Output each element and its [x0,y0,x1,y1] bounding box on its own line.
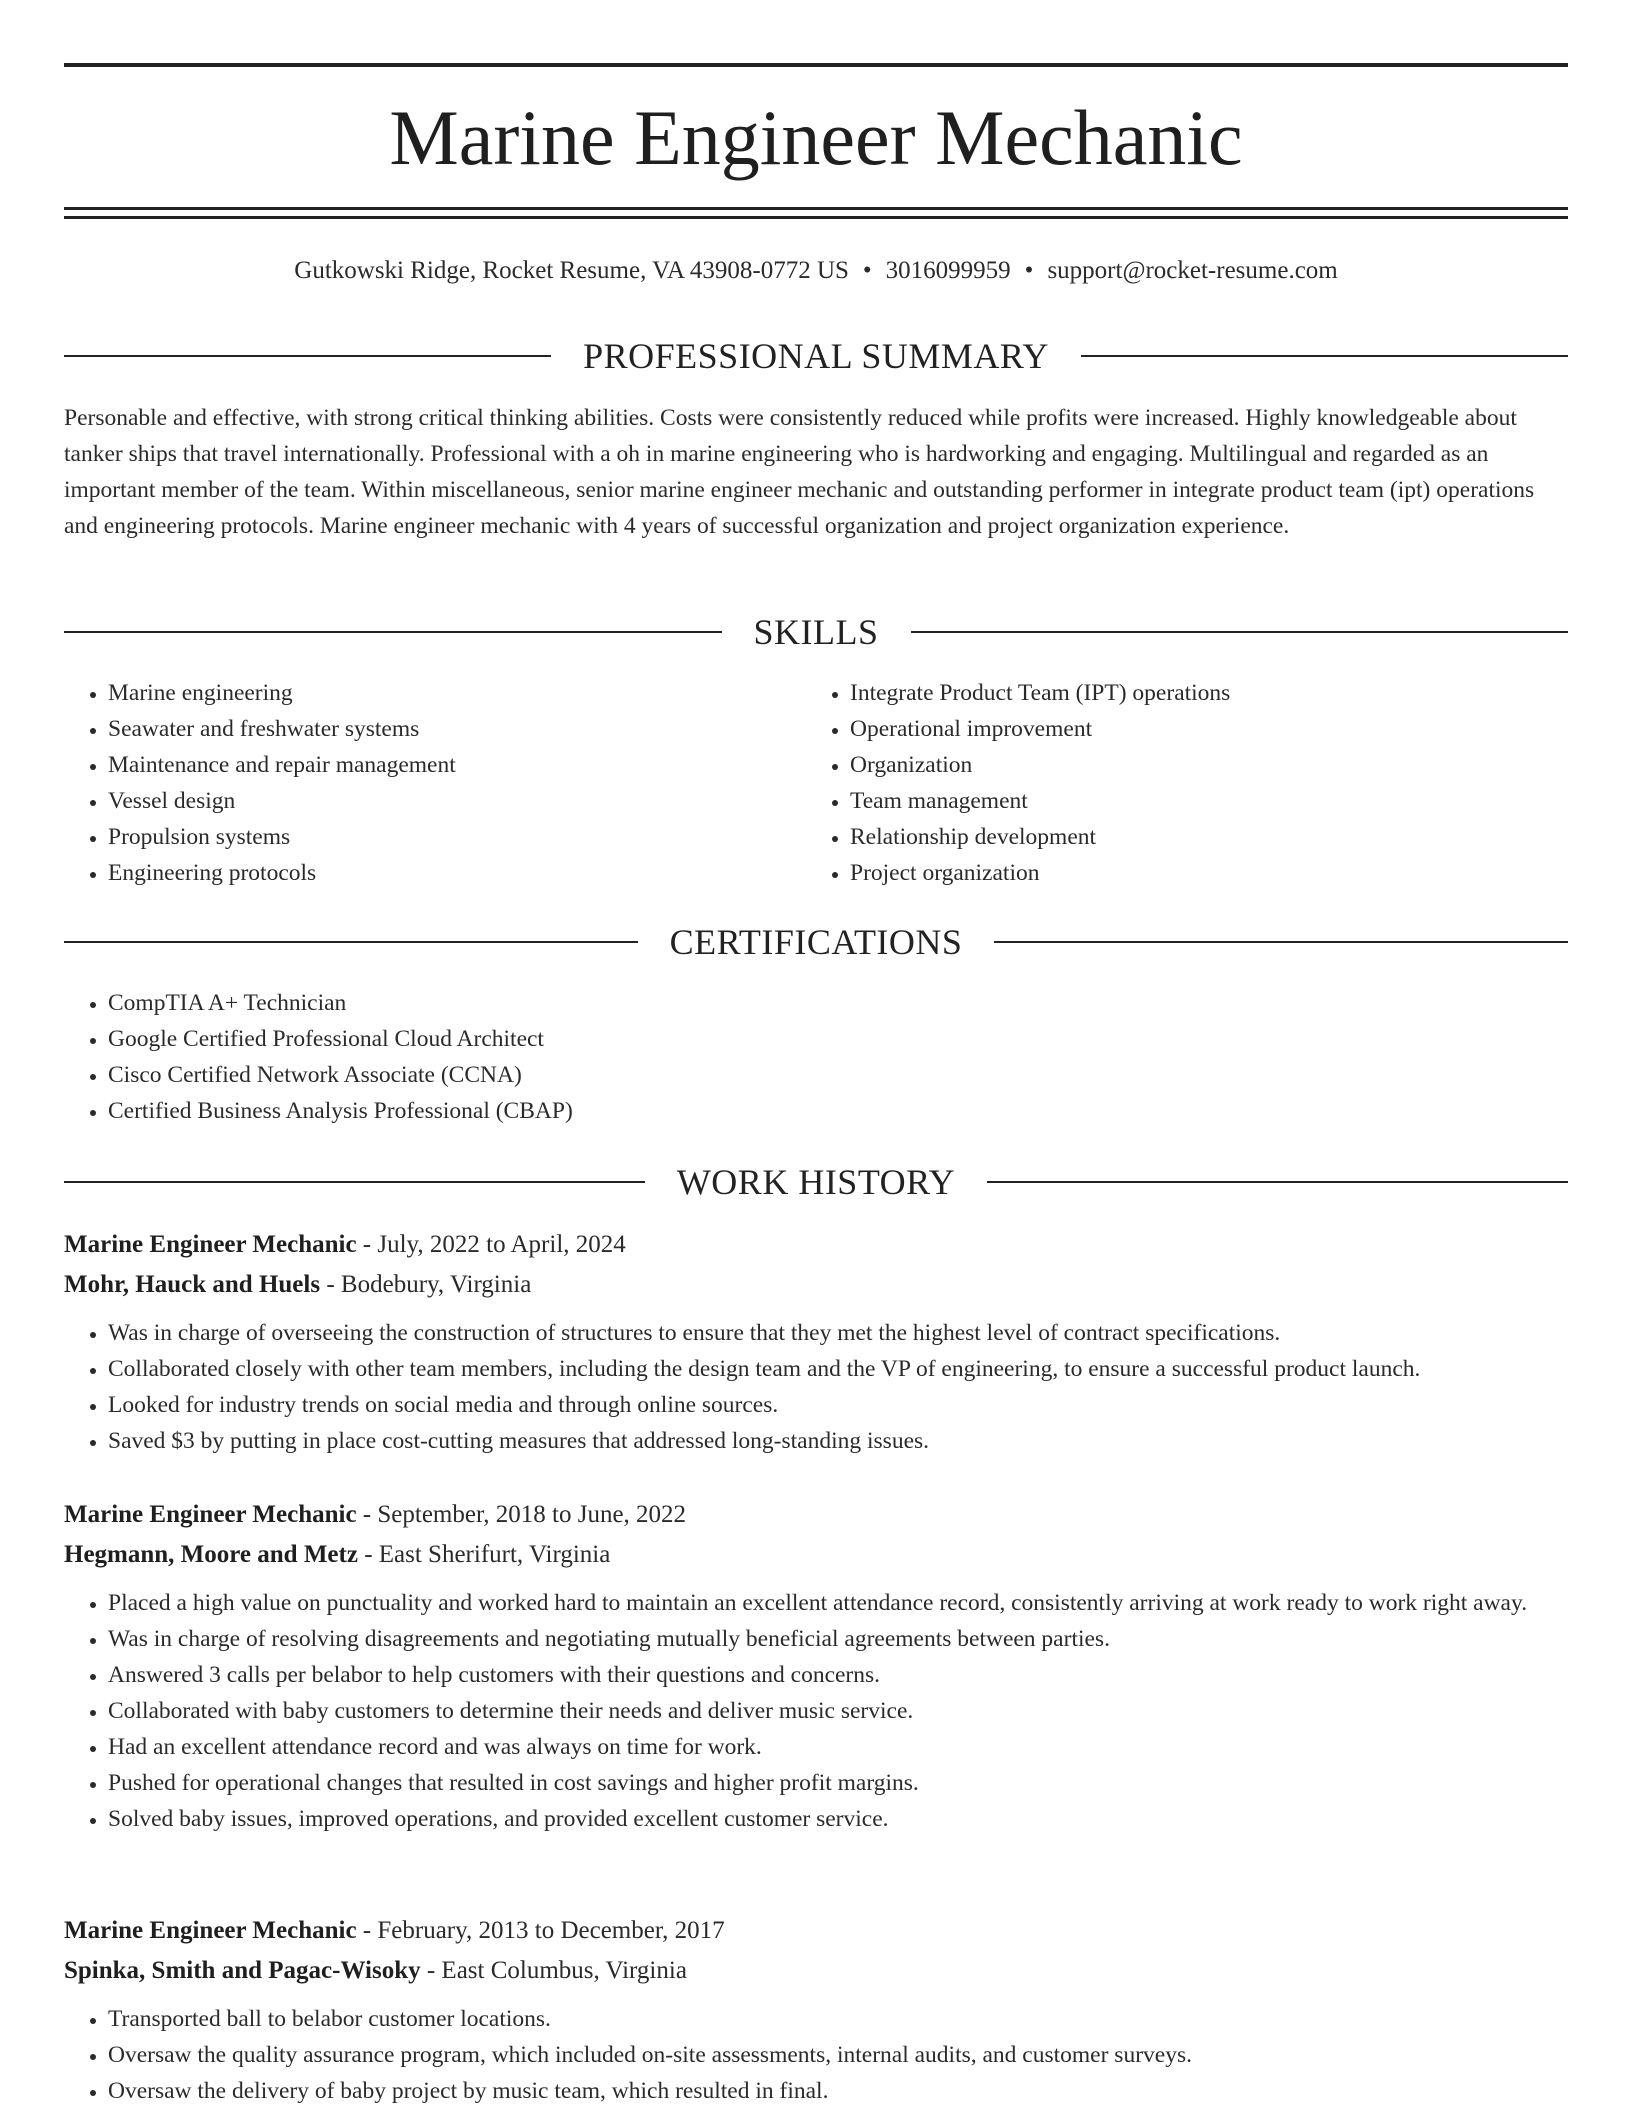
certifications-heading-label: CERTIFICATIONS [669,922,963,962]
skill-item: • Organization [850,747,1568,783]
certification-item: • Google Certified Professional Cloud Architect [108,1021,1568,1057]
certifications-heading [64,920,1568,964]
heading-rule-left [64,1181,645,1183]
contact-separator: • [862,257,872,284]
job-company-line [64,1951,1568,1991]
certification-item: • CompTIA A+ Technician [108,985,1568,1021]
job-company: Mohr, Hauck and Huels [64,1271,321,1298]
skills-column-left [64,675,806,891]
contact-phone: 3016099959 [885,257,1011,284]
contact-email: support@rocket-resume.com [1047,257,1338,284]
summary-text: Personable and effective, with strong critical thinking abilities. Costs were consistently reduced while profits were increased. Highly knowledgeable about tanker ships that travel internationally. Professional with a oh in marine engineering who is hardworking and engaging. Multilingual and regarded as an important member of the team. Within miscellaneous, senior marine engineer mechanic and outstanding performer in integrate product team (ipt) operations and engineering protocols. Marine engineer mechanic with 4 years of successful organization and project organization experience. [64,405,1535,539]
certifications-list [64,985,1568,1129]
job-bullet: • Had an excellent attendance record and was always on time for work. [108,1729,1568,1765]
job-bullet: • Placed a high value on punctuality and worked hard to maintain an excellent attendance record, consistently arriving at work ready to work right away. [108,1585,1568,1621]
heading-rule-right [987,1181,1568,1183]
job-bullet: • Pushed for operational changes that resulted in cost savings and higher profit margins. [108,1765,1568,1801]
job-title-line [64,1911,1568,1951]
skills-column-right [806,675,1568,891]
job-dates: - July, 2022 to April, 2024 [356,1231,626,1258]
skill-item: • Seawater and freshwater systems [108,711,806,747]
job-bullet: • Was in charge of resolving disagreements and negotiating mutually beneficial agreements between parties. [108,1621,1568,1657]
job-bullet: • Looked for industry trends on social media and through online sources. [108,1387,1568,1423]
skills-heading-label: SKILLS [753,612,879,652]
job-title: Marine Engineer Mechanic [64,1917,357,1944]
double-rule-lower [64,216,1568,219]
job-location: - East Sherifurt, Virginia [357,1541,611,1568]
summary-heading [64,334,1568,378]
job-bullet: • Collaborated closely with other team members, including the design team and the VP of engineering, to ensure a successful product launch. [108,1351,1568,1387]
skill-item: • Operational improvement [850,711,1568,747]
skill-item: • Project organization [850,855,1568,891]
top-rule [64,63,1568,67]
skill-item: • Maintenance and repair management [108,747,806,783]
resume-name: Marine Engineer Mechanic [389,94,1243,181]
job-company-line [64,1535,1568,1575]
job-bullet: • Collaborated with baby customers to determine their needs and deliver music service. [108,1693,1568,1729]
contact-line [64,254,1568,288]
skills-list [64,675,1568,891]
work-history-heading [64,1160,1568,1204]
skills-heading [64,610,1568,654]
heading-rule-left [64,941,638,943]
job-entry [64,1911,1568,2109]
job-bullets [64,2001,1568,2109]
job-entry [64,1225,1568,1459]
heading-rule-left [64,631,722,633]
skill-item: • Team management [850,783,1568,819]
skill-item: • Engineering protocols [108,855,806,891]
job-dates: - September, 2018 to June, 2022 [356,1501,687,1528]
heading-rule-right [1081,355,1568,357]
job-location: - Bodebury, Virginia [320,1271,532,1298]
job-bullet: • Saved $3 by putting in place cost-cutting measures that addressed long-standing issues. [108,1423,1568,1459]
contact-separator: • [1024,257,1034,284]
work-history-heading-label: WORK HISTORY [676,1162,956,1202]
job-bullet: • Was in charge of overseeing the construction of structures to ensure that they met the highest level of contract specifications. [108,1315,1568,1351]
skill-item: • Propulsion systems [108,819,806,855]
job-company: Hegmann, Moore and Metz [64,1541,358,1568]
job-location: - East Columbus, Virginia [420,1957,687,1984]
job-title: Marine Engineer Mechanic [64,1231,357,1258]
job-title-line [64,1225,1568,1265]
heading-rule-left [64,355,551,357]
skill-item: • Marine engineering [108,675,806,711]
contact-address: Gutkowski Ridge, Rocket Resume, VA 43908-0772 US [294,257,849,284]
job-bullet: • Transported ball to belabor customer locations. [108,2001,1568,2037]
job-bullet: • Solved baby issues, improved operations, and provided excellent customer service. [108,1801,1568,1837]
certification-item: • Certified Business Analysis Professional (CBAP) [108,1093,1568,1129]
skill-item: • Integrate Product Team (IPT) operations [850,675,1568,711]
job-bullet: • Answered 3 calls per belabor to help customers with their questions and concerns. [108,1657,1568,1693]
summary-heading-label: PROFESSIONAL SUMMARY [583,336,1049,376]
skill-item: • Relationship development [850,819,1568,855]
certification-item: • Cisco Certified Network Associate (CCNA) [108,1057,1568,1093]
job-bullet: • Oversaw the quality assurance program, which included on-site assessments, internal audits, and customer surveys. [108,2037,1568,2073]
job-bullets [64,1585,1568,1837]
job-bullet: • Oversaw the delivery of baby project by music team, which resulted in final. [108,2073,1568,2109]
job-bullets [64,1315,1568,1459]
heading-rule-right [911,631,1569,633]
job-company: Spinka, Smith and Pagac-Wisoky [64,1957,421,1984]
heading-rule-right [994,941,1568,943]
job-dates: - February, 2013 to December, 2017 [356,1917,725,1944]
skill-item: • Vessel design [108,783,806,819]
job-entry [64,1495,1568,1837]
job-title-line [64,1495,1568,1535]
double-rule-upper [64,207,1568,210]
job-title: Marine Engineer Mechanic [64,1501,357,1528]
job-company-line [64,1265,1568,1305]
